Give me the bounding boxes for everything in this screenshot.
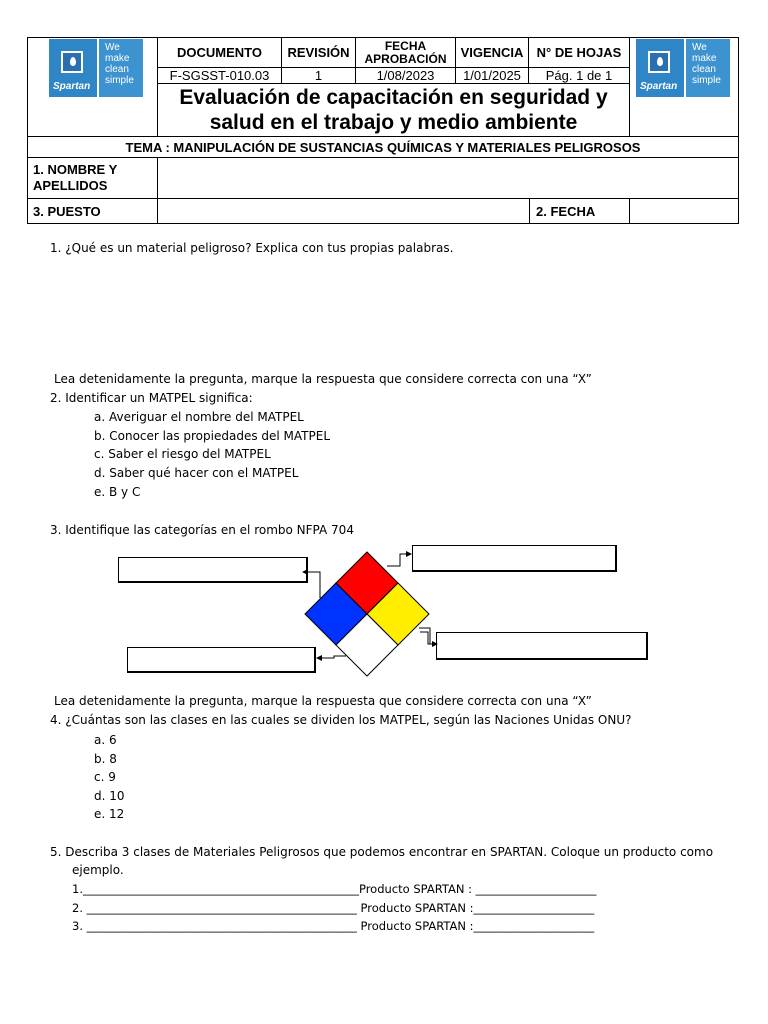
arrow-left-bottom [316, 655, 322, 661]
drop-icon [61, 51, 83, 73]
logo-line: clean [105, 64, 129, 75]
drop-icon [648, 51, 670, 73]
logo-line: simple [692, 75, 721, 86]
logo-line: clean [692, 64, 716, 75]
spartan-logo-left [49, 39, 143, 97]
arrow-left-top [302, 569, 308, 575]
q2-option-c[interactable]: c. Saber el riesgo del MATPEL [94, 447, 271, 461]
q4-option-a[interactable]: a. 6 [94, 733, 117, 747]
q5-blank-1[interactable]: 1.________________________________________________Producto SPARTAN : _____________________ [72, 882, 597, 896]
connector-left-bottom [322, 656, 346, 658]
col-documento: DOCUMENTO [157, 37, 282, 68]
nfpa-answer-box-left-top[interactable] [118, 557, 308, 583]
col-vigencia: VIGENCIA [455, 37, 529, 68]
nfpa-answer-box-right-bottom[interactable] [436, 632, 648, 660]
arrow-right-bottom [432, 641, 438, 647]
q4-option-d[interactable]: d. 10 [94, 789, 125, 803]
logo-line: make [692, 53, 717, 64]
nfpa-704-diamond [290, 540, 450, 680]
spartan-logo-right [636, 39, 730, 97]
q2-option-e[interactable]: e. B y C [94, 485, 141, 499]
q2-option-d[interactable]: d. Saber qué hacer con el MATPEL [94, 466, 299, 480]
nombre-label: 1. NOMBRE Y APELLIDOS [27, 157, 158, 199]
question-3: 3. Identifique las categorías en el rombo NFPA 704 [50, 523, 354, 537]
tema-row: TEMA : MANIPULACIÓN DE SUSTANCIAS QUÍMICAS Y MATERIALES PELIGROSOS [27, 136, 739, 158]
question-1: 1. ¿Qué es un material peligroso? Explica con tus propias palabras. [50, 241, 454, 255]
instruction-1: Lea detenidamente la pregunta, marque la respuesta que considere correcta con una “X” [54, 372, 592, 386]
nombre-field[interactable] [157, 157, 739, 199]
question-2: 2. Identificar un MATPEL significa: [50, 391, 253, 405]
q4-option-b[interactable]: b. 8 [94, 752, 117, 766]
logo-line: simple [105, 75, 134, 86]
fecha-label: 2. FECHA [529, 198, 630, 224]
logo-line: make [105, 53, 130, 64]
instruction-2: Lea detenidamente la pregunta, marque la respuesta que considere correcta con una “X” [54, 694, 592, 708]
puesto-field[interactable] [157, 198, 530, 224]
q4-option-e[interactable]: e. 12 [94, 807, 125, 821]
val-documento: F-SGSST-010.03 [157, 67, 282, 84]
brand-name: Spartan [53, 81, 91, 92]
q4-option-c[interactable]: c. 9 [94, 770, 116, 784]
q2-option-a[interactable]: a. Averiguar el nombre del MATPEL [94, 410, 304, 424]
arrow-right-top [406, 551, 412, 557]
question-5: 5. Describa 3 clases de Materiales Peligrosos que podemos encontrar en SPARTAN. Coloque un producto como [50, 845, 714, 859]
connector-right-top [387, 554, 406, 566]
logo-line: We [692, 42, 707, 53]
val-vigencia: 1/01/2025 [455, 67, 529, 84]
question-4: 4. ¿Cuántas son las clases en las cuales se dividen los MATPEL, según las Naciones Unidas ONU? [50, 713, 632, 727]
document-title: Evaluación de capacitación en seguridad y salud en el trabajo y medio ambiente [157, 83, 630, 137]
puesto-label: 3. PUESTO [27, 198, 158, 224]
val-fecha-aprobacion: 1/08/2023 [355, 67, 456, 84]
logo-line: We [105, 42, 120, 53]
col-fecha-aprobacion: FECHA APROBACIÓN [355, 37, 456, 68]
q2-option-b[interactable]: b. Conocer las propiedades del MATPEL [94, 429, 331, 443]
col-revision: REVISIÓN [281, 37, 356, 68]
question-5-cont: ejemplo. [72, 863, 124, 877]
brand-name: Spartan [640, 81, 678, 92]
connector-left-top [308, 572, 320, 598]
q5-blank-3[interactable]: 3. _______________________________________________ Producto SPARTAN :_____________________ [72, 919, 595, 933]
col-hojas: N° DE HOJAS [528, 37, 630, 68]
fecha-field[interactable] [629, 198, 739, 224]
nfpa-answer-box-left-bottom[interactable] [127, 647, 316, 673]
val-revision: 1 [281, 67, 356, 84]
val-hojas: Pág. 1 de 1 [528, 67, 630, 84]
q5-blank-2[interactable]: 2. _______________________________________________ Producto SPARTAN :_____________________ [72, 901, 595, 915]
